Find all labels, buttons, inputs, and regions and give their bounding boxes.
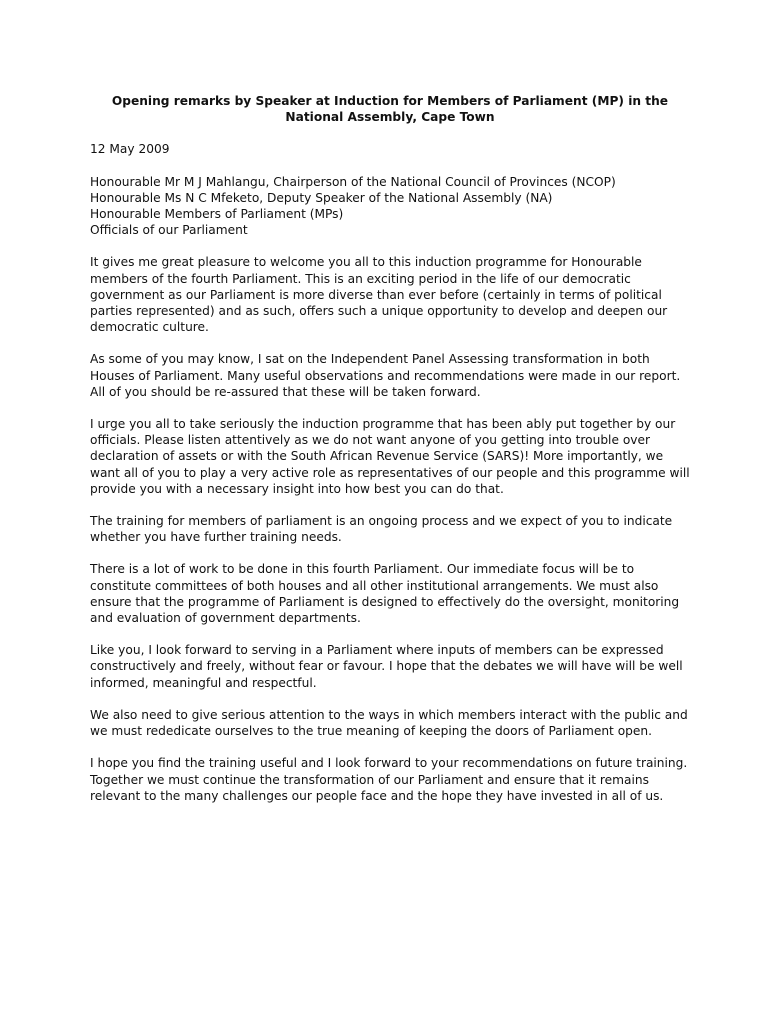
paragraph: Like you, I look forward to serving in a Parliament where inputs of members can be expressed constructively and freely, without fear or favour. I hope that the debates we will have will be well informed, meaningful and respectful.: [90, 643, 683, 690]
paragraph: I urge you all to take seriously the induction programme that has been ably put together by our officials. Please listen attentively as we do not want anyone of you getting into trouble over declaration of assets or with the South African Revenue Service (SARS)! More importantly, we want all of you to play a very active role as representatives of our people and this programme will provide you with a necessary insight into how best you can do that.: [90, 417, 690, 496]
paragraph: It gives me great pleasure to welcome you all to this induction programme for Honourable members of the fourth Parliament. This is an exciting period in the life of our democratic government as our Parliament is more diverse than ever before (certainly in terms of political parties represented) and as such, offers such a unique opportunity to develop and deepen our democratic culture.: [90, 255, 668, 335]
paragraph: There is a lot of work to be done in this fourth Parliament. Our immediate focus will be to constitute committees of both houses and all other institutional arrangements. We must also ensure that the programme of Parliament is designed to effectively do the oversight, monitoring and evaluation of government departments.: [90, 562, 680, 626]
paragraph: We also need to give serious attention to the ways in which members interact with the public and we must rededicate ourselves to the true meaning of keeping the doors of Parliament open.: [90, 707, 688, 739]
document-title: Opening remarks by Speaker at Induction for Members of Parliament (MP) in the National Assembly, Cape Town: [111, 94, 669, 125]
salutation-line: Honourable Members of Parliament (MPs): [90, 207, 344, 222]
salutations: [90, 174, 690, 239]
paragraph: I hope you find the training useful and I look forward to your recommendations on future training. Together we must continue the transformation of our Parliament and ensure that it remains relevant to the many challenges our people face and the hope they have invested in all of us.: [90, 756, 688, 803]
document-date: 12 May 2009: [90, 142, 170, 157]
paragraph: The training for members of parliament is an ongoing process and we expect of you to indicate whether you have further training needs.: [90, 514, 673, 545]
salutation-line: Honourable Ms N C Mfeketo, Deputy Speaker of the National Assembly (NA): [90, 190, 553, 205]
salutation-line: Honourable Mr M J Mahlangu, Chairperson of the National Council of Provinces (NCOP): [90, 174, 616, 189]
paragraph: As some of you may know, I sat on the Independent Panel Assessing transformation in both Houses of Parliament. Many useful observations and recommendations were made in our report. All of you should be re-assured that these will be taken forward.: [90, 352, 681, 399]
salutation-line: Officials of our Parliament: [90, 223, 248, 238]
document-page: [90, 93, 690, 820]
